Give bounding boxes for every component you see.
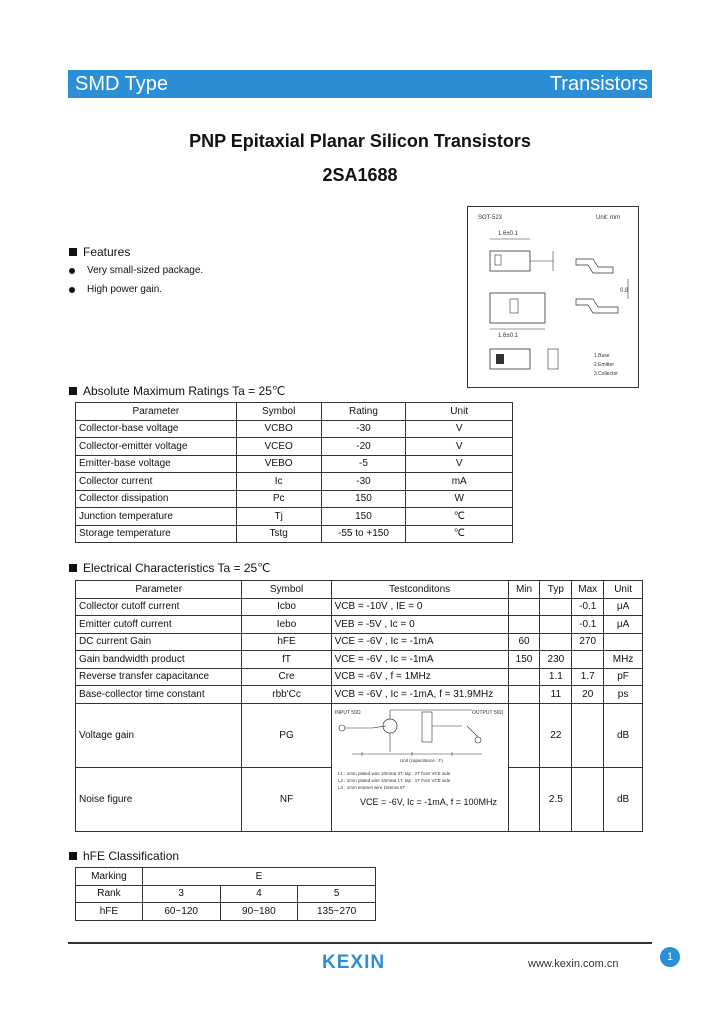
- table-row: [76, 525, 513, 543]
- package-name: SOT-523: [478, 215, 503, 221]
- cell: 1.1: [540, 668, 572, 686]
- cell: 270: [572, 633, 604, 651]
- cell: hFE: [242, 633, 331, 651]
- cell: μA: [604, 616, 643, 634]
- column-header: Symbol: [242, 581, 331, 599]
- cell: VCE = -6V , Ic = -1mA: [331, 633, 508, 651]
- cell: [508, 703, 540, 767]
- feature-item: [69, 284, 162, 295]
- table-row: [76, 633, 643, 651]
- table-row: [76, 868, 376, 886]
- cell: E: [142, 868, 375, 886]
- feature-item: [69, 265, 203, 276]
- cell: NF: [242, 767, 331, 831]
- cell: VEBO: [236, 455, 321, 473]
- cell: pF: [604, 668, 643, 686]
- cell: MHz: [604, 651, 643, 669]
- cell: -30: [321, 473, 406, 491]
- cell: Tstg: [236, 525, 321, 543]
- cell: 90~180: [220, 903, 298, 921]
- package-dim-bottom: 1.6±0.1: [498, 333, 518, 339]
- table-row: [76, 438, 513, 456]
- cell: -20: [321, 438, 406, 456]
- column-header: Unit: [604, 581, 643, 599]
- cell: Rank: [76, 885, 143, 903]
- table-row: [76, 668, 643, 686]
- column-header: Min: [508, 581, 540, 599]
- cell: VEB = -5V , Ic = 0: [331, 616, 508, 634]
- circuit-conditions: VCE = -6V, Ic = -1mA, f = 100MHz: [359, 796, 497, 807]
- table-row: [76, 651, 643, 669]
- cell: V: [406, 438, 513, 456]
- cell: 11: [540, 686, 572, 704]
- cell: PG: [242, 703, 331, 767]
- feature-text: High power gain.: [87, 284, 163, 295]
- cell: mA: [406, 473, 513, 491]
- cell: Emitter cutoff current: [76, 616, 242, 634]
- cell: Reverse transfer capacitance: [76, 668, 242, 686]
- hfe-heading: [69, 849, 179, 863]
- cell: 20: [572, 686, 604, 704]
- cell: μA: [604, 598, 643, 616]
- cell: [572, 767, 604, 831]
- cell: Marking: [76, 868, 143, 886]
- cell: V: [406, 420, 513, 438]
- cell: Cre: [242, 668, 331, 686]
- cell: 5: [298, 885, 376, 903]
- ratings-heading: [69, 384, 285, 398]
- page-number: 1: [660, 947, 680, 967]
- features-heading: [69, 245, 130, 259]
- cell: Collector cutoff current: [76, 598, 242, 616]
- cell: Storage temperature: [76, 525, 237, 543]
- cell: VCB = -6V , Ic = -1mA, f = 31.9MHz: [331, 686, 508, 704]
- cell: Gain bandwidth product: [76, 651, 242, 669]
- cell: Voltage gain: [76, 703, 242, 767]
- cell: Icbo: [242, 598, 331, 616]
- cell: dB: [604, 703, 643, 767]
- electrical-heading: [69, 561, 271, 575]
- feature-text: Very small-sized package.: [87, 265, 204, 276]
- package-unit: Unit: mm: [596, 215, 620, 221]
- cell: -55 to +150: [321, 525, 406, 543]
- kexin-logo: KEXIN: [322, 952, 386, 973]
- pin-label: 2.Emitter: [594, 362, 615, 368]
- cell: -0.1: [572, 616, 604, 634]
- circuit-l3: L3 : 1mm enamel wire 10mmø 5T: [337, 784, 405, 790]
- table-row: [76, 616, 643, 634]
- cell: [540, 616, 572, 634]
- ratings-heading-label: Absolute Maximum Ratings Ta = 25℃: [83, 384, 286, 398]
- bullet-icon: [69, 268, 75, 274]
- column-header: Parameter: [76, 581, 242, 599]
- bullet-icon: [69, 287, 75, 293]
- circuit-note: Unit (capacitance : F): [399, 757, 443, 763]
- column-header: Testconditons: [331, 581, 508, 599]
- cell: [508, 616, 540, 634]
- test-circuit-diagram: [332, 704, 508, 812]
- cell: -5: [321, 455, 406, 473]
- cell: 2.5: [540, 767, 572, 831]
- cell: 1.7: [572, 668, 604, 686]
- cell: 150: [508, 651, 540, 669]
- cell: rbb'Cc: [242, 686, 331, 704]
- cell: [604, 633, 643, 651]
- square-bullet-icon: [69, 248, 77, 256]
- part-number: 2SA1688: [322, 165, 398, 185]
- column-header: Parameter: [76, 403, 237, 421]
- cell: Junction temperature: [76, 508, 237, 526]
- cell: 4: [220, 885, 298, 903]
- cell: Iebo: [242, 616, 331, 634]
- cell: 60~120: [142, 903, 220, 921]
- cell: 230: [540, 651, 572, 669]
- column-header: Max: [572, 581, 604, 599]
- column-header: Rating: [321, 403, 406, 421]
- square-bullet-icon: [69, 852, 77, 860]
- cell: VCEO: [236, 438, 321, 456]
- cell: fT: [242, 651, 331, 669]
- cell: [572, 703, 604, 767]
- cell: -0.1: [572, 598, 604, 616]
- cell: Base-collector time constant: [76, 686, 242, 704]
- table-row: [76, 420, 513, 438]
- circuit-l2: L2 : 1mm plated wire 10mmø 1T, tap : 1T from VCE side: [337, 777, 450, 783]
- cell: [508, 767, 540, 831]
- cell: ℃: [406, 508, 513, 526]
- cell: W: [406, 490, 513, 508]
- cell: 60: [508, 633, 540, 651]
- cell: 135~270: [298, 903, 376, 921]
- cell: Noise figure: [76, 767, 242, 831]
- circuit-l1: L1 : 1mm plated wire 10mmø 3T, tap : 2T from VCE side: [337, 770, 450, 776]
- table-header-row: [76, 581, 643, 599]
- cell: ℃: [406, 525, 513, 543]
- cell: [508, 686, 540, 704]
- hfe-heading-label: hFE Classification: [83, 849, 180, 863]
- header-type: Transistors: [549, 73, 648, 95]
- cell: [540, 633, 572, 651]
- table-header-row: [76, 403, 513, 421]
- square-bullet-icon: [69, 564, 77, 572]
- cell: [508, 668, 540, 686]
- cell: dB: [604, 767, 643, 831]
- package-dim-height: 0.8: [620, 288, 629, 294]
- cell: Collector dissipation: [76, 490, 237, 508]
- table-row: [76, 686, 643, 704]
- cell: Emitter-base voltage: [76, 455, 237, 473]
- cell: [540, 598, 572, 616]
- cell: DC current Gain: [76, 633, 242, 651]
- cell: -30: [321, 420, 406, 438]
- cell: VCB = -6V , f = 1MHz: [331, 668, 508, 686]
- cell: [508, 598, 540, 616]
- package-drawing-icon: [468, 207, 638, 387]
- cell: Collector-base voltage: [76, 420, 237, 438]
- table-row: [76, 490, 513, 508]
- electrical-table: [75, 580, 643, 832]
- column-header: Symbol: [236, 403, 321, 421]
- column-header: Unit: [406, 403, 513, 421]
- cell: VCB = -10V , IE = 0: [331, 598, 508, 616]
- cell: Tj: [236, 508, 321, 526]
- hfe-table: [75, 867, 376, 921]
- ratings-table: [75, 402, 513, 543]
- website-link[interactable]: www.kexin.com.cn: [528, 958, 619, 970]
- cell: hFE: [76, 903, 143, 921]
- page-title: PNP Epitaxial Planar Silicon Transistors: [189, 131, 531, 151]
- column-header: Typ: [540, 581, 572, 599]
- cell: [572, 651, 604, 669]
- table-row: [76, 508, 513, 526]
- cell: VCE = -6V , Ic = -1mA: [331, 651, 508, 669]
- cell: 3: [142, 885, 220, 903]
- cell: 22: [540, 703, 572, 767]
- footer-divider: [68, 942, 652, 944]
- circuit-output-label: OUTPUT 50Ω: [471, 709, 503, 716]
- table-row: [76, 455, 513, 473]
- cell: VCBO: [236, 420, 321, 438]
- table-row: [76, 903, 376, 921]
- cell: V: [406, 455, 513, 473]
- cell: Ic: [236, 473, 321, 491]
- cell: Pc: [236, 490, 321, 508]
- features-heading-label: Features: [83, 245, 131, 259]
- table-row: [76, 598, 643, 616]
- package-dim-top: 1.6±0.1: [498, 231, 518, 237]
- cell: 150: [321, 508, 406, 526]
- cell: Collector-emitter voltage: [76, 438, 237, 456]
- pin-label: 1.Base: [594, 353, 610, 359]
- cell: ps: [604, 686, 643, 704]
- table-row: [76, 703, 643, 767]
- package-outline-drawing: [467, 206, 639, 388]
- circuit-input-label: INPUT 50Ω: [334, 709, 361, 716]
- test-circuit-cell: [331, 703, 508, 831]
- pin-label: 3.Collector: [594, 371, 618, 377]
- table-row: [76, 885, 376, 903]
- electrical-heading-label: Electrical Characteristics Ta = 25℃: [83, 561, 271, 575]
- cell: Collector current: [76, 473, 237, 491]
- table-row: [76, 473, 513, 491]
- header-category: SMD Type: [75, 73, 168, 95]
- cell: 150: [321, 490, 406, 508]
- square-bullet-icon: [69, 387, 77, 395]
